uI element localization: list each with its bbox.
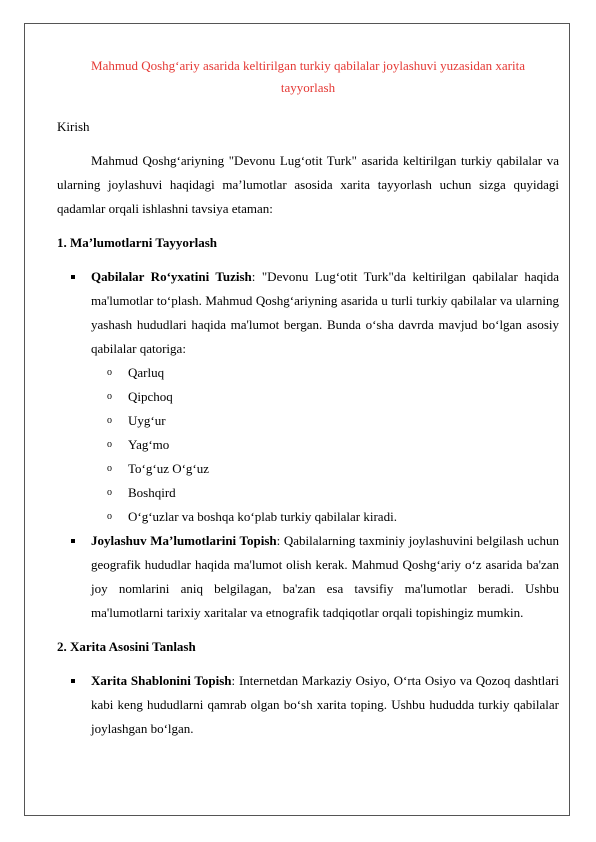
tribe-item: o Uyg‘ur: [91, 409, 559, 433]
circle-bullet-icon: o: [107, 415, 112, 426]
tribe-item: o Qarluq: [91, 361, 559, 385]
circle-bullet-icon: o: [107, 463, 112, 474]
document-body: [57, 55, 559, 741]
tribe-item: o Qipchoq: [91, 385, 559, 409]
circle-bullet-icon: o: [107, 367, 112, 378]
section-1-list: [57, 265, 559, 625]
tribe-item: o To‘g‘uz O‘g‘uz: [91, 457, 559, 481]
circle-bullet-icon: o: [107, 487, 112, 498]
bullet-icon: [71, 679, 75, 683]
list-item: [57, 529, 559, 625]
item-text: : Internetdan Markaziy Osiyo, O‘rta Osiyo va Qozoq dashtlari kabi keng hududlarni qamrab olgan bo‘sh xarita toping. Ushbu hududda turkiy qabilalar joylashgan bo‘lgan.: [91, 673, 559, 736]
circle-bullet-icon: o: [107, 511, 112, 522]
intro-paragraph: Mahmud Qoshg‘ariyning "Devonu Lug‘otit Turk" asarida keltirilgan turkiy qabilalar va ularning joylashuvi haqidagi ma’lumotlar asosida xarita tayyorlash uchun sizga quyidagi qadamlar orqali ishlashni tavsiya etaman:: [57, 153, 559, 216]
circle-bullet-icon: o: [107, 439, 112, 450]
item-label: Qabilalar Ro‘yxatini Tuzish: [91, 269, 252, 284]
document-title: Mahmud Qoshg‘ariy asarida keltirilgan turkiy qabilalar joylashuvi yuzasidan xarita tayyorlash: [91, 58, 525, 95]
list-item: [57, 265, 559, 529]
tribe-item: o O‘g‘uzlar va boshqa ko‘plab turkiy qabilalar kiradi.: [91, 505, 559, 529]
intro-label: Kirish: [57, 119, 90, 134]
list-item: [57, 669, 559, 741]
item-text: : "Devonu Lug‘otit Turk"da keltirilgan qabilalar haqida ma'lumotlar to‘plash. Mahmud Qoshg‘ariyning asarida u turli turkiy qabilalar va ularning yashash hududlari haqida ma'lumot bergan. Bunda o‘sha davrda mavjud bo‘lgan asosiy qabilalar qatoriga:: [91, 269, 559, 356]
item-label: Xarita Shablonini Topish: [91, 673, 232, 688]
section-2-list: [57, 669, 559, 741]
circle-bullet-icon: o: [107, 391, 112, 402]
section-1-heading: 1. Ma’lumotlarni Tayyorlash: [57, 235, 217, 250]
tribe-list: [91, 361, 559, 529]
bullet-icon: [71, 539, 75, 543]
bullet-icon: [71, 275, 75, 279]
item-label: Joylashuv Ma’lumotlarini Topish: [91, 533, 277, 548]
section-2-heading: 2. Xarita Asosini Tanlash: [57, 639, 196, 654]
item-text: : Qabilalarning taxminiy joylashuvini belgilash uchun geografik hududlar haqida ma'lumot olish kerak. Mahmud Qoshg‘ariy o‘z asarida ba'zan joy nomlarini aniq belgilagan, ba'zan esa tavsifiy ma'lumotlar beradi. Ushbu ma'lumotlarni tarixiy xaritalar va etnografik tadqiqotlar orqali topishingiz mumkin.: [91, 533, 559, 620]
tribe-item: o Boshqird: [91, 481, 559, 505]
tribe-item: o Yag‘mo: [91, 433, 559, 457]
